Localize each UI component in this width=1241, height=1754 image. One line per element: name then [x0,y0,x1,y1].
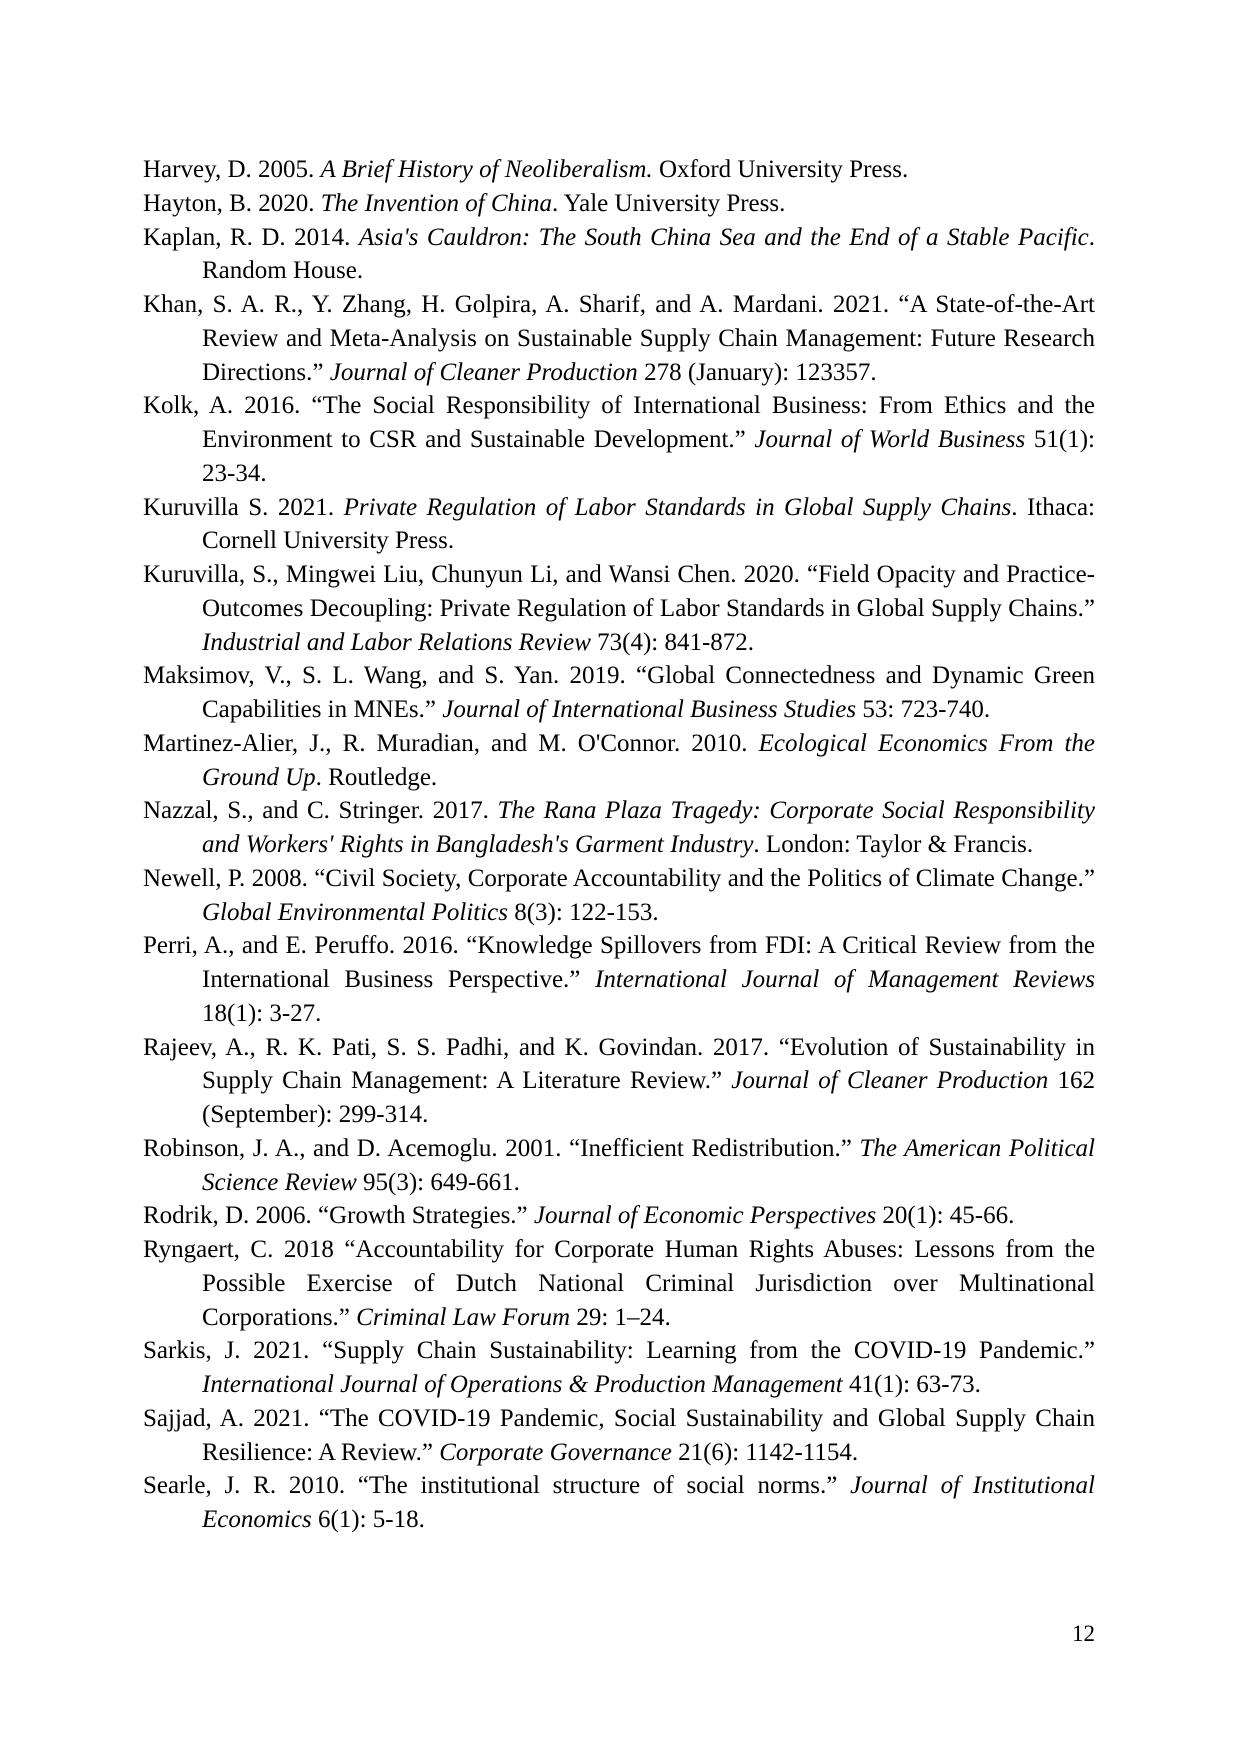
reference-text-run: Nazzal, S., and C. Stringer. 2017. [143,797,498,825]
reference-text-run: Sajjad, A. 2021. “The COVID-19 Pandemic, Social Sustainability and Global Supply Chain Resilience: A Review.” [143,1404,1095,1466]
reference-text-run: Khan, S. A. R., Y. Zhang, H. Golpira, A. Sharif, and A. Mardani. 2021. “A State-of-the-Art Review and Meta-Analysis on Sustainable Supply Chain Management: Future Research Directions.” [143,291,1095,386]
reference-text-run: Rodrik, D. 2006. “Growth Strategies.” [143,1202,534,1230]
reference-title-run: Criminal Law Forum [356,1303,571,1331]
reference-entry [143,491,1095,559]
reference-text-run: . Random House. [202,223,1096,285]
reference-title-run: Industrial and Labor Relations Review [202,628,591,656]
reference-text-run: Rajeev, A., R. K. Pati, S. S. Padhi, and K. Govindan. 2017. “Evolution of Sustainability in Supply Chain Management: A Literature Review.” [143,1033,1095,1095]
reference-text-run: Robinson, J. A., and D. Acemoglu. 2001. “Inefficient Redistribution.” [143,1134,860,1162]
reference-text-run: Kaplan, R. D. 2014. [143,223,359,251]
page-number: 12 [1072,1621,1095,1646]
reference-entry [143,1334,1095,1402]
reference-text-run: Newell, P. 2008. “Civil Society, Corporate Accountability and the Politics of Climate Change.” [143,864,1095,892]
reference-text-run: 21(6): 1142-1154. [671,1438,859,1466]
reference-title-run: Journal of International Business Studies [442,696,857,723]
reference-text-run: 278 (January): 123357. [637,358,877,386]
reference-title-run: The Rana Plaza Tragedy: Corporate Social Responsibility and Workers' Rights in Bangladesh's Garment Industry [202,797,1095,858]
reference-title-run: Journal of Institutional Economics [202,1472,1095,1533]
reference-text-run: 6(1): 5-18. [311,1506,425,1533]
reference-entry [143,1199,1095,1233]
reference-text-run: 41(1): 63-73. [842,1371,981,1398]
reference-text-run: . Yale University Press. [552,189,786,217]
reference-entry [143,288,1095,389]
reference-title-run: Ecological Economics From the Ground Up [202,729,1095,791]
reference-title-run: The American Political Science Review [202,1134,1096,1196]
reference-entry [143,1402,1095,1470]
reference-text-run: 162 (September): 299-314. [202,1067,1096,1128]
reference-text-run: Searle, J. R. 2010. “The institutional structure of social norms.” [143,1472,851,1500]
reference-title-run: International Journal of Operations & Production Management [202,1371,843,1398]
reference-title-run: The Invention of China [320,189,553,217]
reference-text-run: 18(1): 3-27. [202,999,322,1027]
reference-entry [143,1233,1095,1334]
reference-text-run: 20(1): 45-66. [876,1202,1015,1230]
reference-entry [143,153,1095,187]
reference-text-run: Hayton, B. 2020. [143,189,321,217]
reference-title-run: Corporate Governance [439,1438,672,1466]
reference-entry [143,1469,1095,1537]
reference-entry [143,794,1095,862]
reference-text-run: Harvey, D. 2005. [143,156,321,183]
references-list [143,153,1095,1537]
reference-title-run: A Brief History of Neoliberalism. [320,156,653,183]
reference-title-run: Journal of Economic Perspectives [533,1202,877,1230]
reference-text-run: Sarkis, J. 2021. “Supply Chain Sustainability: Learning from the COVID-19 Pandemic.” [143,1337,1095,1365]
reference-text-run: Perri, A., and E. Peruffo. 2016. “Knowledge Spillovers from FDI: A Critical Review from the International Business Perspective.” [143,932,1095,993]
reference-text-run: 29: 1–24. [570,1303,671,1331]
reference-text-run: 95(3): 649-661. [356,1168,520,1196]
reference-entry [143,862,1095,930]
reference-entry [143,221,1095,289]
reference-text-run: Kuruvilla, S., Mingwei Liu, Chunyun Li, and Wansi Chen. 2020. “Field Opacity and Practice-Outcomes Decoupling: Private Regulation of Labor Standards in Global Supply Chains.” [143,561,1095,622]
reference-text-run: . Ithaca: Cornell University Press. [202,493,1095,555]
reference-entry [143,929,1095,1030]
reference-title-run: Asia's Cauldron: The South China Sea and the End of a Stable Pacific [358,223,1089,251]
reference-text-run: Martinez-Alier, J., R. Muradian, and M. O'Connor. 2010. [143,729,759,757]
reference-entry [143,1132,1095,1200]
reference-entry [143,389,1095,490]
reference-entry [143,1031,1095,1132]
reference-entry [143,558,1095,659]
reference-title-run: Journal of Cleaner Production [731,1067,1049,1095]
reference-text-run: . London: Taylor & Francis. [753,831,1034,858]
reference-entry [143,659,1095,727]
reference-entry [143,727,1095,795]
reference-text-run: . Routledge. [315,763,438,791]
reference-text-run: Ryngaert, C. 2018 “Accountability for Corporate Human Rights Abuses: Lessons from the Possible Exercise of Dutch National Criminal Jurisdiction over Multinational Corporations.” [143,1236,1095,1331]
reference-title-run: International Journal of Management Reviews [595,966,1095,993]
reference-text-run: Oxford University Press. [652,156,909,183]
reference-text-run: 73(4): 841-872. [590,628,755,656]
reference-text-run: 51(1): 23-34. [202,426,1095,487]
reference-text-run: Maksimov, V., S. L. Wang, and S. Yan. 2019. “Global Connectedness and Dynamic Green Capabilities in MNEs.” [143,662,1095,723]
reference-text-run: Kolk, A. 2016. “The Social Responsibility of International Business: From Ethics and the Environment to CSR and Sustainable Development.” [143,392,1095,453]
reference-title-run: Journal of World Business [754,426,1026,453]
reference-title-run: Private Regulation of Labor Standards in Global Supply Chains [343,493,1012,521]
reference-title-run: Global Environmental Politics [202,898,508,926]
reference-text-run: Kuruvilla S. 2021. [143,493,344,521]
reference-entry [143,187,1095,221]
reference-title-run: Journal of Cleaner Production [329,358,638,386]
reference-text-run: 53: 723-740. [856,696,991,723]
reference-text-run: 8(3): 122-153. [507,898,659,926]
